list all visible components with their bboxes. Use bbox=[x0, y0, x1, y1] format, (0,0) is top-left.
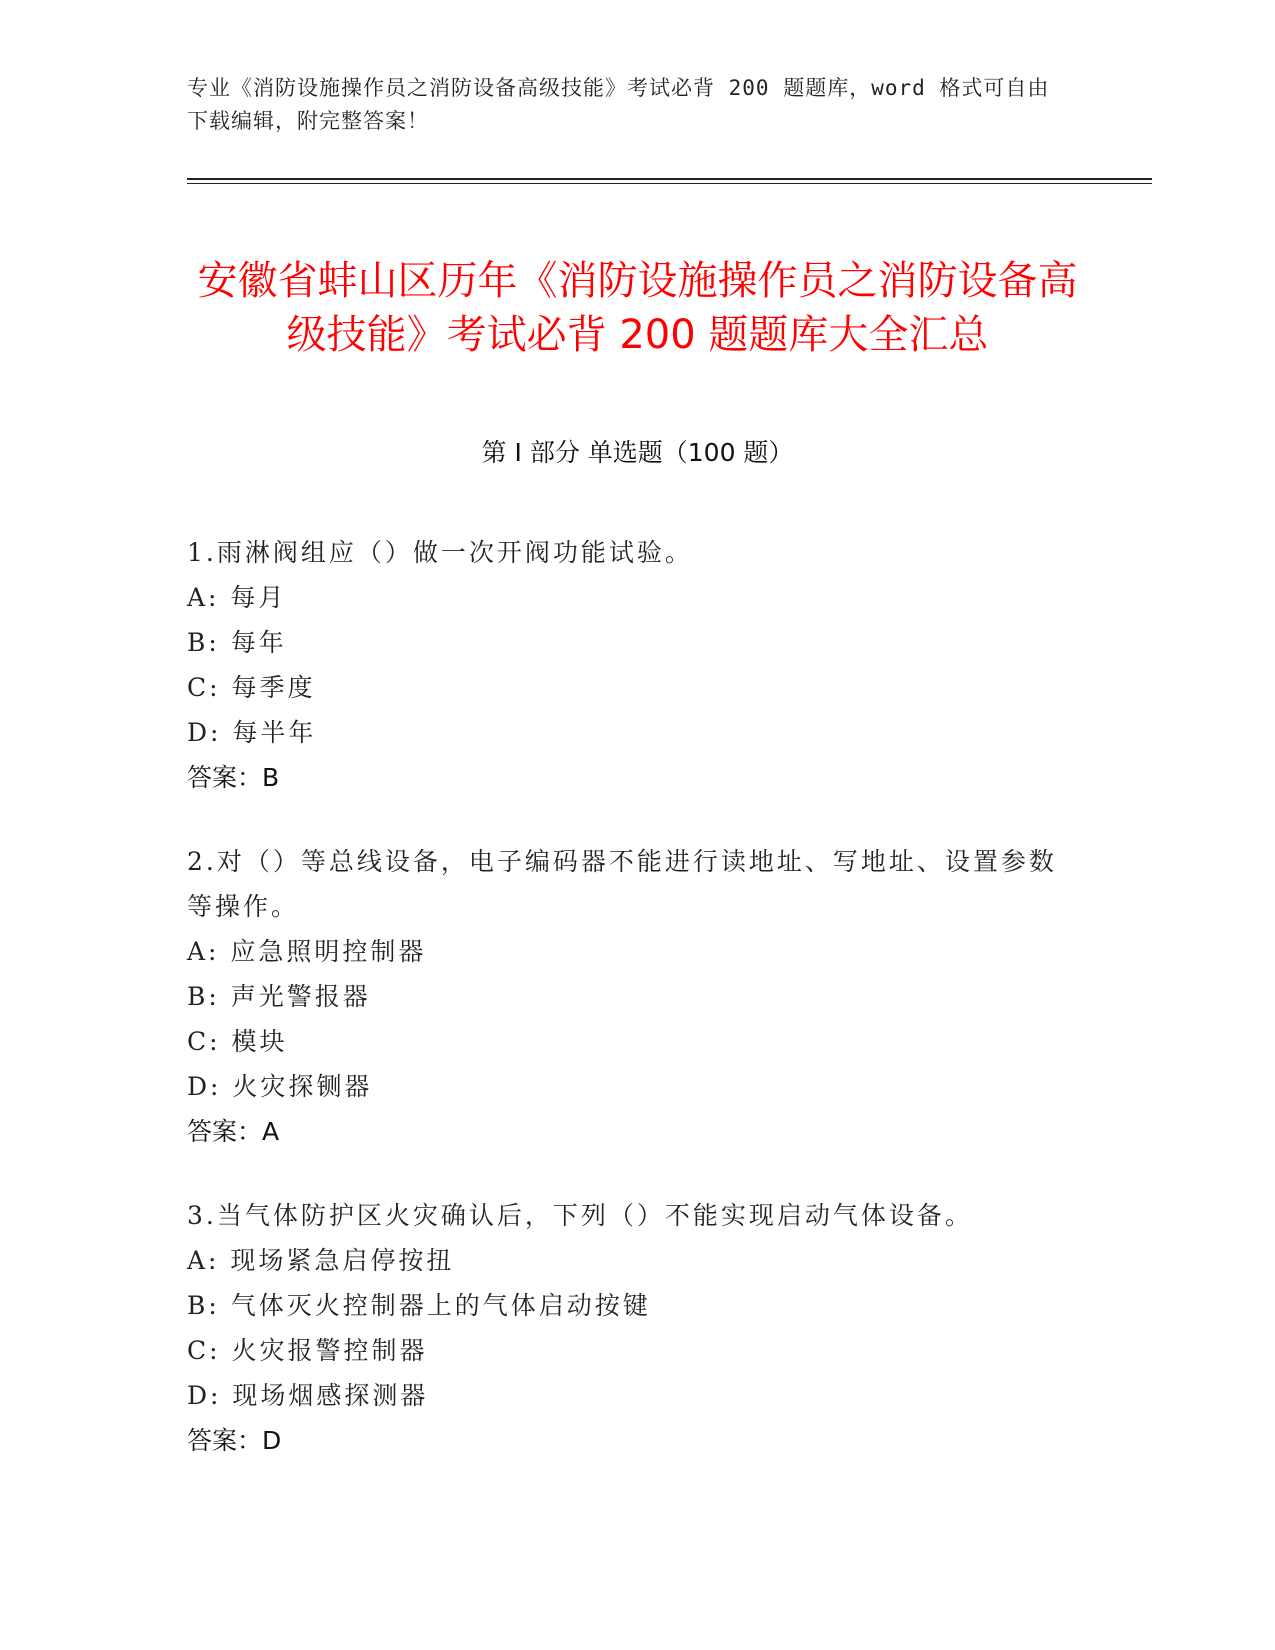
answer: 答案：D bbox=[187, 1426, 282, 1455]
answer: 答案：B bbox=[187, 763, 280, 792]
question-2 bbox=[187, 839, 1067, 1155]
option-b: B: 声光警报器 bbox=[187, 982, 371, 1011]
header-note: 专业《消防设施操作员之消防设备高级技能》考试必背 200 题题库，word 格式可自由下载编辑，附完整答案！ bbox=[187, 76, 1050, 133]
question-stem: 2.对（）等总线设备，电子编码器不能进行读地址、写地址、设置参数等操作。 bbox=[187, 847, 1057, 921]
option-a: A: 每月 bbox=[187, 583, 287, 612]
question-1 bbox=[187, 530, 1067, 801]
option-c: C: 火灾报警控制器 bbox=[187, 1336, 428, 1365]
option-b: B: 每年 bbox=[187, 628, 287, 657]
question-stem: 1.雨淋阀组应（）做一次开阀功能试验。 bbox=[187, 538, 693, 567]
option-c: C: 每季度 bbox=[187, 673, 316, 702]
question-list bbox=[187, 530, 1067, 1502]
option-d: D: 每半年 bbox=[187, 718, 317, 747]
option-a: A: 应急照明控制器 bbox=[187, 937, 427, 966]
section-heading: 第 I 部分 单选题（100 题） bbox=[481, 438, 794, 467]
header-divider-thick bbox=[187, 178, 1152, 180]
question-3 bbox=[187, 1193, 1067, 1464]
option-d: D: 现场烟感探测器 bbox=[187, 1381, 429, 1410]
option-b: B: 气体灭火控制器上的气体启动按键 bbox=[187, 1291, 651, 1320]
question-stem: 3.当气体防护区火灾确认后，下列（）不能实现启动气体设备。 bbox=[187, 1201, 973, 1230]
option-c: C: 模块 bbox=[187, 1027, 288, 1056]
header-divider-thin bbox=[187, 183, 1152, 184]
option-a: A: 现场紧急启停按扭 bbox=[187, 1246, 455, 1275]
answer: 答案：A bbox=[187, 1117, 280, 1146]
document-title: 安徽省蚌山区历年《消防设施操作员之消防设备高级技能》考试必背 200 题题库大全汇总 bbox=[197, 257, 1078, 358]
option-d: D: 火灾探铡器 bbox=[187, 1072, 373, 1101]
